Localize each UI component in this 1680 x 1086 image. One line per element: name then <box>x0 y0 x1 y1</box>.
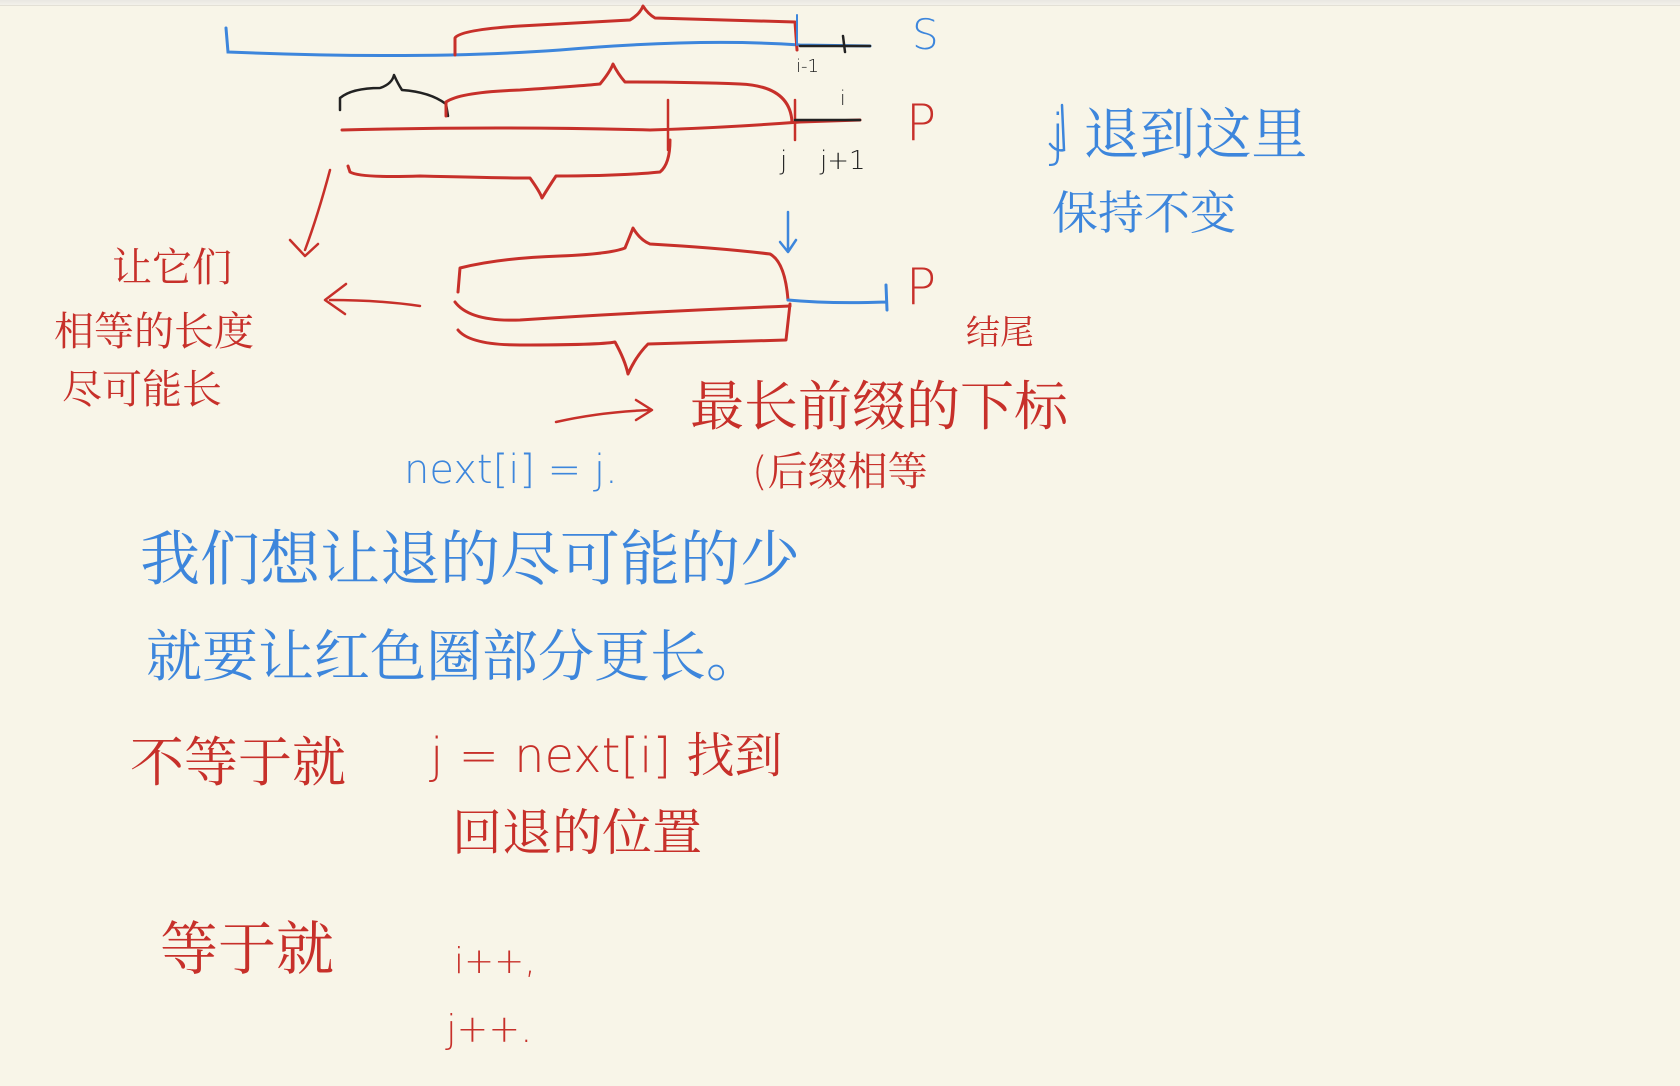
note-want-line1: 我们想让退的尽可能的少 <box>140 525 800 595</box>
note-want-line2: 就要让红色圈部分更长。 <box>146 625 762 690</box>
note-j-back-line1: j 退到这里 <box>1050 103 1308 168</box>
note-ending: 结尾 <box>966 313 1034 353</box>
note-prefix-index-line2: (后缀相等 <box>752 449 928 495</box>
note-not-equal-action-line1: j = next[i] 找到 <box>430 728 783 784</box>
index-j-plus-1: j+1 <box>820 146 866 176</box>
p-red-brace-bottom <box>348 140 670 198</box>
label-p-bottom: P <box>906 258 937 316</box>
arrow-to-equal-note <box>290 170 330 256</box>
note-next-formula: next[i] = j. <box>404 447 618 493</box>
index-j: j <box>780 146 788 176</box>
note-not-equal: 不等于就 <box>130 731 346 794</box>
p-black-brace <box>340 75 448 116</box>
note-make-equal-line3: 尽可能长 <box>62 367 222 413</box>
note-equal: 等于就 <box>160 915 335 983</box>
arrow-to-prefix <box>556 400 652 422</box>
note-j-back-line2: 保持不变 <box>1052 186 1236 240</box>
index-i-minus-1: i-1 <box>796 56 819 77</box>
p2-top-brace <box>458 228 788 300</box>
note-prefix-index-line1: 最长前缀的下标 <box>690 375 1068 438</box>
note-not-equal-action-line2: 回退的位置 <box>452 804 702 862</box>
p2-j-marker <box>780 212 796 252</box>
arrow-left-p2 <box>325 284 420 314</box>
index-i: i <box>840 86 846 110</box>
p2-line <box>455 302 790 320</box>
note-equal-action-line2: j++. <box>446 1007 533 1051</box>
s-red-brace <box>455 6 797 55</box>
note-make-equal-line1: 让它们 <box>112 245 232 291</box>
label-s: S <box>912 10 939 59</box>
note-make-equal-line2: 相等的长度 <box>54 309 254 355</box>
s-string-line <box>226 28 870 56</box>
label-p-top: P <box>906 94 937 152</box>
p2-blue-tail <box>788 285 887 310</box>
p-line-top <box>342 120 860 130</box>
note-equal-action-line1: i++, <box>454 941 536 982</box>
p-red-brace-top <box>446 64 792 122</box>
